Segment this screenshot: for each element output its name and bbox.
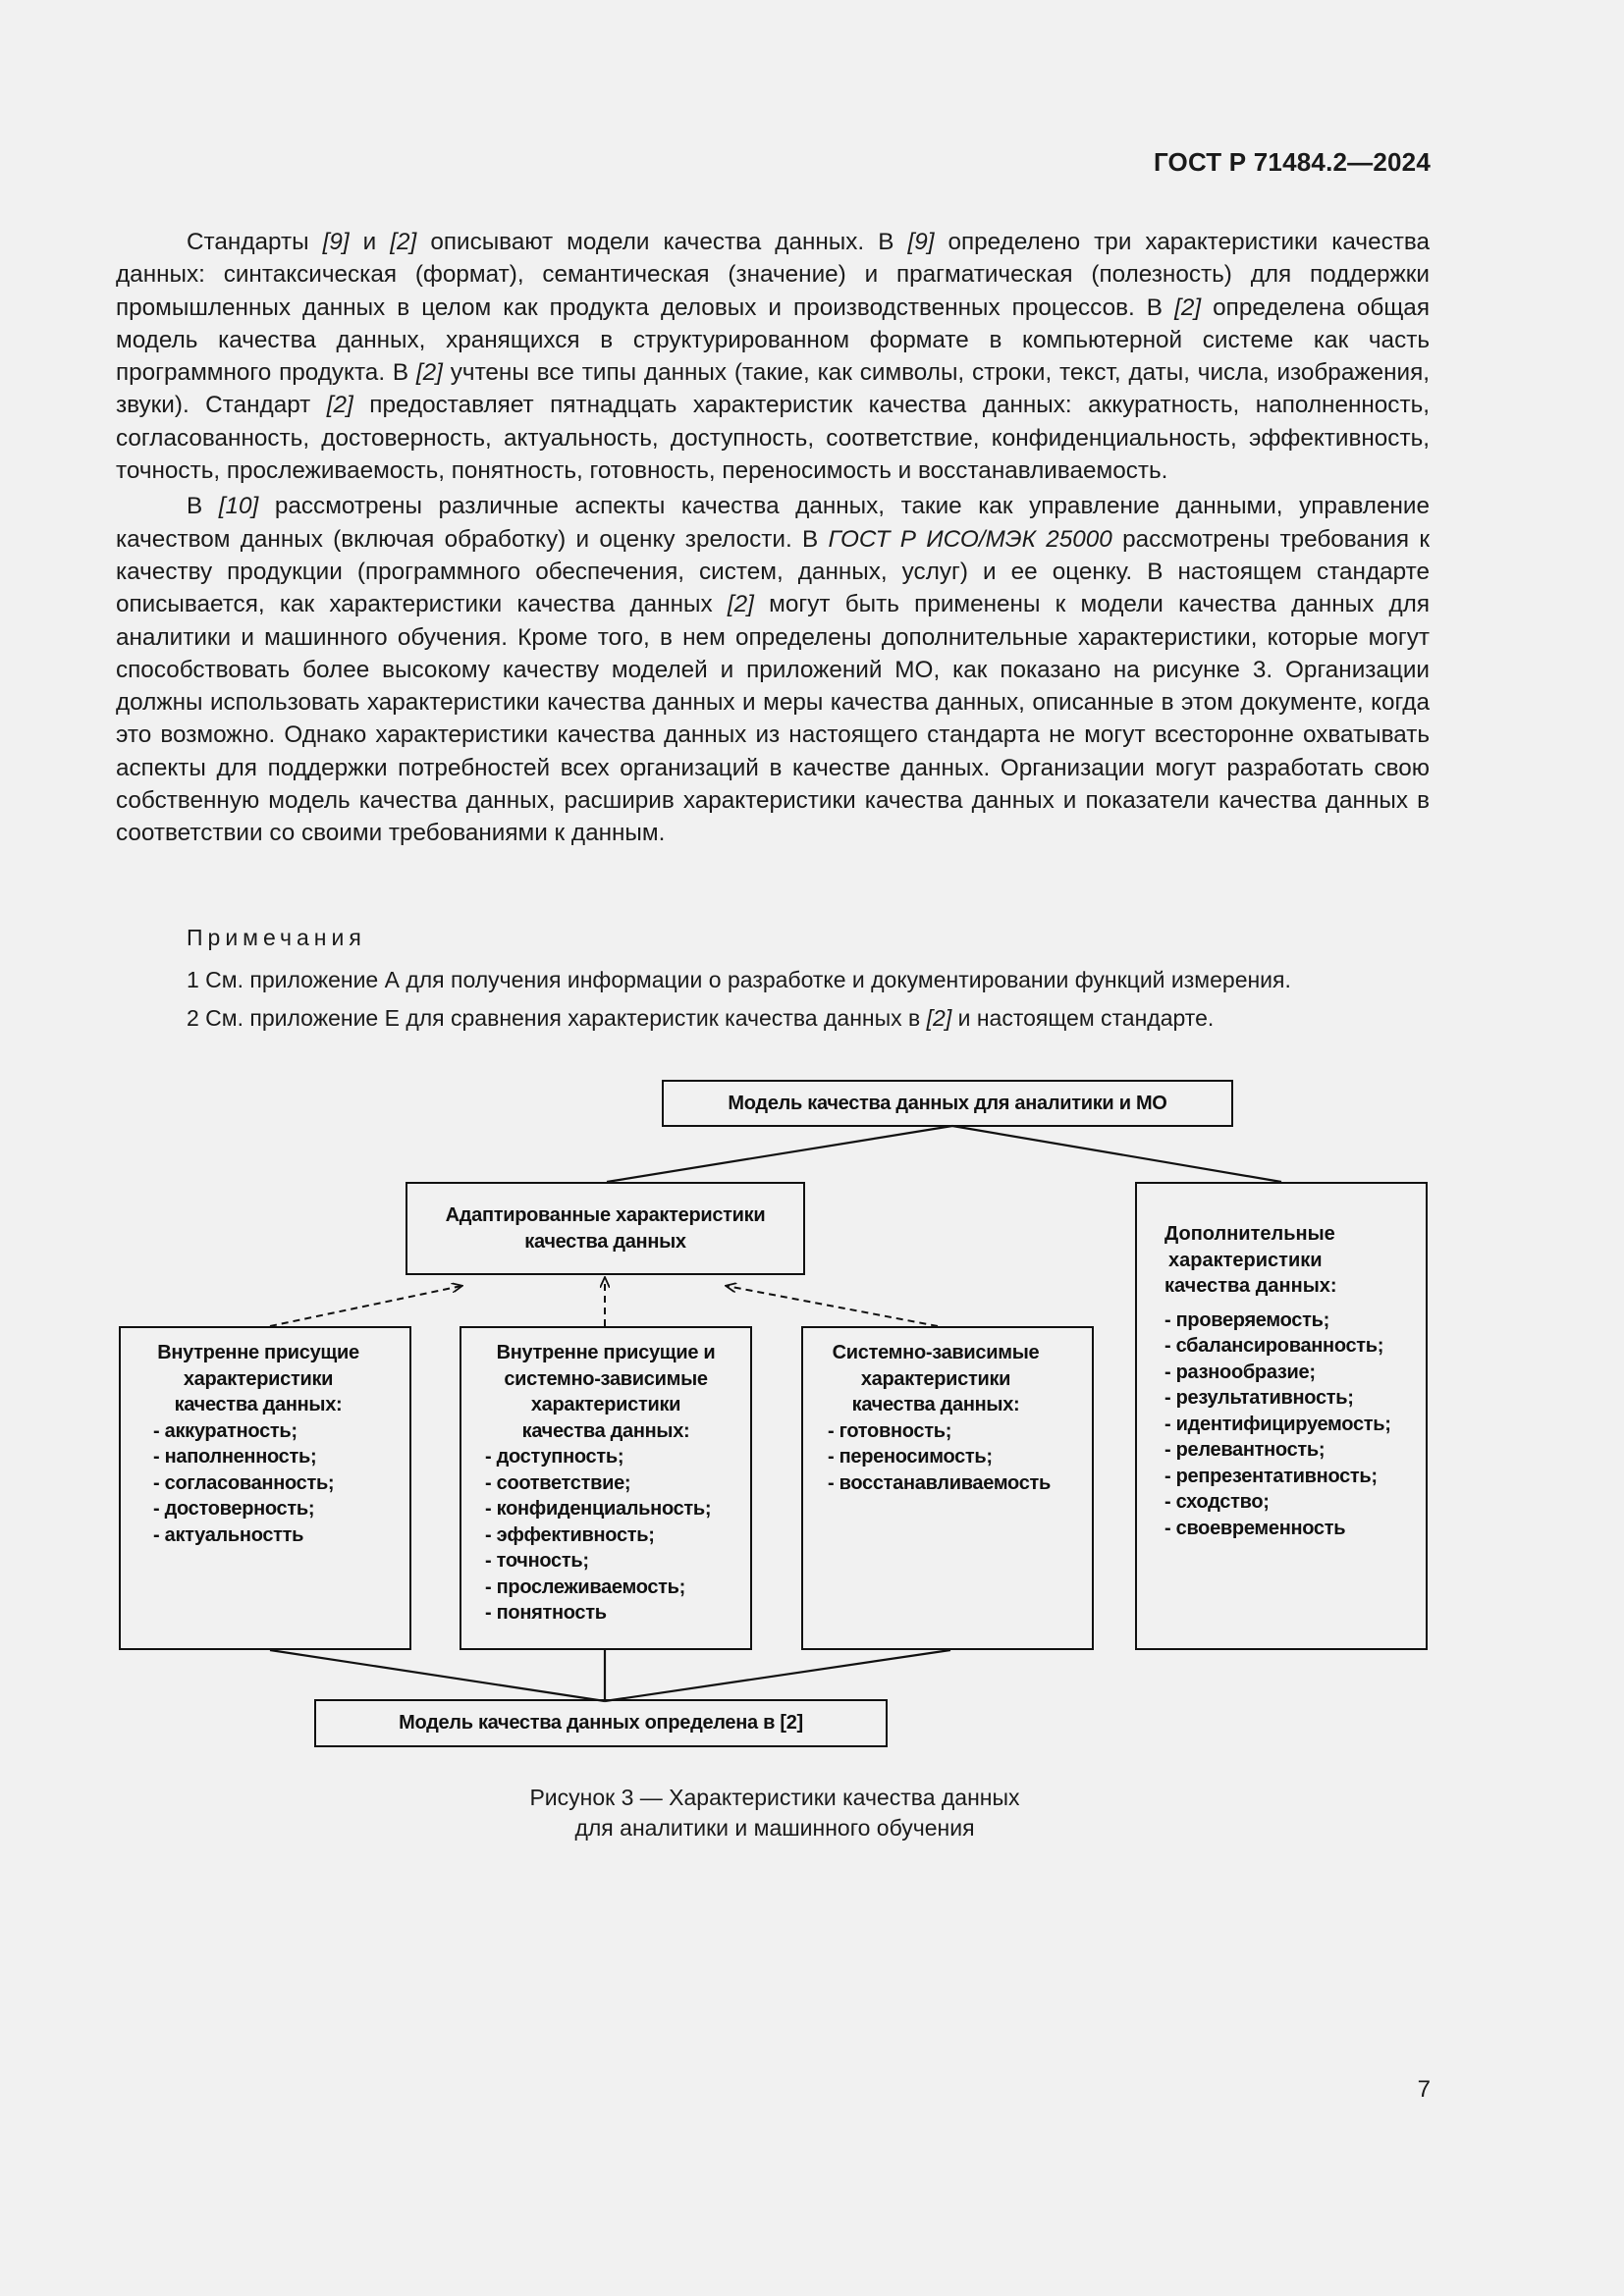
- reference-citation: [2]: [1174, 294, 1202, 321]
- box-additional-title-1: Дополнительные: [1164, 1223, 1335, 1245]
- connector-inherent-to-bottom: [270, 1650, 605, 1701]
- figure-caption-line-1: Рисунок 3 — Характеристики качества данных: [529, 1785, 1020, 1810]
- reference-citation: [9]: [907, 229, 935, 255]
- additional-item: - репрезентативность;: [1164, 1465, 1378, 1487]
- system-item: - готовность;: [828, 1419, 952, 1442]
- paragraph-1: Стандарты [9] и [2] описывают модели качества данных. В [9] определено три характеристики качества данных: синтаксическая (формат), семантическая (значение) и прагматическая (полезность) для поддержки промышленных данных в целом как продукта деловых и производственных процессов. В [2] определена общая модель качества данных, хранящихся в структурированном формате в компьютерной системе как часть программного продукта. В [2] учтены все типы данных (такие, как символы, строки, текст, даты, числа, изображения, звуки). Стандарт [2] предоставляет пятнадцать характеристик качества данных: аккуратность, наполненность, согласованность, достоверность, актуальность, доступность, соответствие, конфиденциальность, эффективность, точность, прослеживаемость, понятность, готовность, переносимость и восстанавливаемость.: [116, 229, 1431, 485]
- box-adapted-line-1: Адаптированные характеристики: [445, 1204, 766, 1226]
- reference-citation: [2]: [415, 359, 443, 387]
- additional-item: - релевантность;: [1164, 1439, 1326, 1461]
- box-system-title-2: характеристики: [860, 1367, 1011, 1390]
- box-adapted: [406, 1182, 805, 1275]
- box-system-title-1: Системно-зависимые: [832, 1342, 1040, 1363]
- box-additional-title-3: качества данных:: [1164, 1275, 1337, 1297]
- reference-citation: [2]: [390, 229, 417, 255]
- box-system-dependent: [801, 1326, 1094, 1650]
- figure-caption: [0, 1783, 1549, 1843]
- inherent-system-item: - соответствие;: [485, 1471, 631, 1494]
- paragraph-2: В [10] рассмотрены различные аспекты качества данных, такие как управление данными, управление качеством данных (включая обработку) и оценку зрелости. В ГОСТ Р ИСО/МЭК 25000 рассмотрены требования к качеству продукции (программного обеспечения, систем, данных, услуг) и ее оценку. В настоящем стандарте описывается, как характеристики качества данных [2] могут быть применены к модели качества данных для аналитики и машинного обучения. Кроме того, в нем определены дополнительные характеристики, которые могут способствовать более высокому качеству моделей и приложений МО, как показано на рисунке 3. Организации должны использовать характеристики качества данных и меры качества данных, описанные в этом документе, когда это возможно. Однако характеристики качества данных из настоящего стандарта не могут всесторонне охватывать аспекты для поддержки потребностей всех организаций в качестве данных. Организации могут разработать свою собственную модель качества данных, расширив характеристики качества данных и показатели качества данных в соответствии со своими требованиями к данным.: [116, 493, 1430, 847]
- box-inherent-system-title-2: системно-зависимые: [504, 1367, 708, 1390]
- box-top-model: [662, 1080, 1233, 1127]
- additional-item: - своевременность: [1164, 1517, 1346, 1539]
- system-item: - переносимость;: [828, 1446, 993, 1468]
- inherent-system-list: [485, 1444, 750, 1627]
- inherent-item: - согласованность;: [153, 1471, 335, 1494]
- inherent-item: - наполненность;: [153, 1446, 317, 1468]
- page-number: 7: [1417, 2076, 1431, 2103]
- inherent-system-item: - доступность;: [485, 1446, 624, 1468]
- box-inherent-title-2: характеристики: [183, 1367, 334, 1390]
- box-top-model-label: Модель качества данных для аналитики и МО: [728, 1092, 1167, 1114]
- arrow-system-to-adapted: [727, 1286, 938, 1326]
- inherent-item: - актуальностть: [153, 1523, 304, 1546]
- box-bottom-model-label: Модель качества данных определена в [2]: [399, 1712, 803, 1735]
- reference-citation: [10]: [218, 493, 259, 520]
- note-2: 2 См. приложение Е для сравнения характеристик качества данных в [2] и настоящем стандарте.: [187, 1005, 1215, 1031]
- box-inherent-title-1: Внутренне присущие: [157, 1342, 359, 1363]
- reference-citation: [9]: [322, 229, 350, 255]
- system-item: - восстанавливаемость: [828, 1471, 1052, 1494]
- reference-citation: ГОСТ Р ИСО/МЭК 25000: [828, 525, 1112, 553]
- notes-heading: Примечания: [187, 925, 366, 950]
- inherent-item: - достоверность;: [153, 1498, 315, 1520]
- box-inherent-system-title-1: Внутренне присущие и: [496, 1342, 716, 1363]
- reference-citation: [2]: [727, 591, 754, 618]
- box-adapted-line-2: качества данных: [524, 1230, 686, 1253]
- additional-item: - сбалансированность;: [1164, 1335, 1384, 1357]
- box-inherent: [119, 1326, 411, 1650]
- additional-item: - результативность;: [1164, 1387, 1354, 1409]
- connector-top-to-additional: [952, 1126, 1281, 1182]
- document-code-header: ГОСТ Р 71484.2—2024: [1153, 147, 1431, 177]
- inherent-system-item: - конфиденциальность;: [485, 1498, 712, 1520]
- box-system-title-3: качества данных:: [851, 1394, 1020, 1415]
- inherent-system-item: - точность;: [485, 1550, 589, 1572]
- figure-caption-line-2: для аналитики и машинного обучения: [574, 1815, 975, 1841]
- additional-item: - идентифицируемость;: [1164, 1413, 1391, 1435]
- arrow-inherent-to-adapted: [270, 1286, 461, 1326]
- inherent-system-item: - эффективность;: [485, 1523, 655, 1546]
- additional-item: - сходство;: [1164, 1491, 1270, 1513]
- box-inherent-title-3: качества данных:: [174, 1394, 343, 1415]
- box-inherent-system-title-4: качества данных:: [521, 1419, 690, 1442]
- additional-item: - проверяемость;: [1164, 1308, 1329, 1331]
- additional-list: [1164, 1308, 1426, 1542]
- connector-system-to-bottom: [605, 1650, 950, 1701]
- box-bottom-model: [314, 1699, 888, 1747]
- box-inherent-system-title-3: характеристики: [530, 1394, 681, 1415]
- inherent-system-item: - понятность: [485, 1602, 607, 1624]
- box-additional-title-2: характеристики: [1168, 1249, 1323, 1271]
- additional-item: - разнообразие;: [1164, 1361, 1316, 1383]
- inherent-system-item: - прослеживаемость;: [485, 1575, 686, 1598]
- inherent-item: - аккуратность;: [153, 1419, 298, 1442]
- box-additional: [1135, 1182, 1428, 1650]
- note-1: 1 См. приложение А для получения информации о разработке и документировании функций измерения.: [187, 967, 1291, 992]
- connector-top-to-adapted: [607, 1126, 952, 1182]
- reference-citation: [2]: [926, 1005, 952, 1031]
- inherent-list: [153, 1418, 409, 1549]
- system-list: [828, 1418, 1092, 1497]
- box-inherent-system: [460, 1326, 752, 1650]
- reference-citation: [2]: [326, 392, 353, 419]
